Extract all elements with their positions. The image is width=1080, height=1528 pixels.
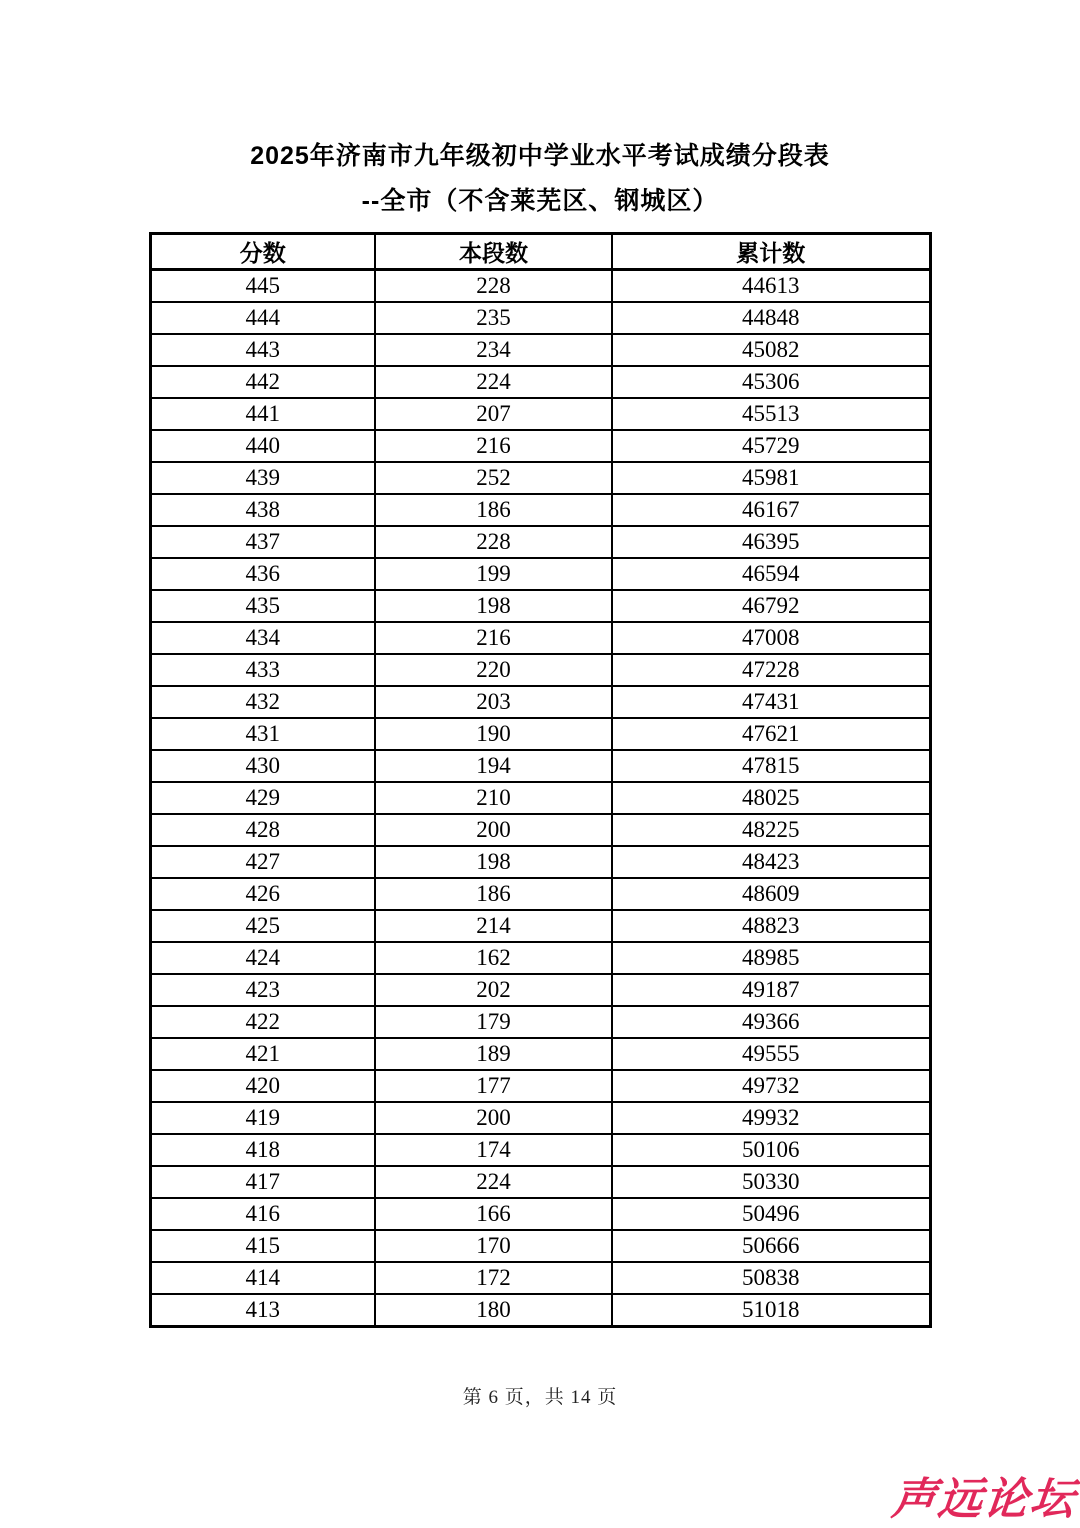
cumulative-count-cell: 48823 [612, 910, 930, 942]
segment-count-cell: 235 [375, 302, 612, 334]
score-cell: 443 [150, 334, 375, 366]
score-cell: 436 [150, 558, 375, 590]
segment-count-cell: 214 [375, 910, 612, 942]
score-cell: 423 [150, 974, 375, 1006]
cumulative-count-cell: 50106 [612, 1134, 930, 1166]
document-header [0, 0, 1080, 217]
table-row [150, 686, 930, 718]
segment-count-cell: 180 [375, 1294, 612, 1327]
segment-count-cell: 194 [375, 750, 612, 782]
table-row [150, 558, 930, 590]
score-cell: 430 [150, 750, 375, 782]
segment-count-cell: 166 [375, 1198, 612, 1230]
score-cell: 422 [150, 1006, 375, 1038]
cumulative-count-cell: 47431 [612, 686, 930, 718]
segment-count-cell: 207 [375, 398, 612, 430]
cumulative-count-cell: 48985 [612, 942, 930, 974]
score-cell: 428 [150, 814, 375, 846]
segment-count-cell: 224 [375, 1166, 612, 1198]
segment-count-cell: 172 [375, 1262, 612, 1294]
segment-count-cell: 216 [375, 622, 612, 654]
cumulative-count-cell: 49366 [612, 1006, 930, 1038]
table-row [150, 430, 930, 462]
score-cell: 420 [150, 1070, 375, 1102]
segment-count-cell: 177 [375, 1070, 612, 1102]
table-row [150, 590, 930, 622]
cumulative-count-cell: 46792 [612, 590, 930, 622]
segment-count-cell: 186 [375, 878, 612, 910]
cumulative-count-cell: 47815 [612, 750, 930, 782]
segment-count-cell: 200 [375, 814, 612, 846]
table-row [150, 814, 930, 846]
column-header-cumulative-count: 累计数 [612, 234, 930, 270]
cumulative-count-cell: 47008 [612, 622, 930, 654]
table-row [150, 974, 930, 1006]
score-cell: 421 [150, 1038, 375, 1070]
cumulative-count-cell: 48423 [612, 846, 930, 878]
score-cell: 429 [150, 782, 375, 814]
score-cell: 413 [150, 1294, 375, 1327]
cumulative-count-cell: 45981 [612, 462, 930, 494]
score-cell: 431 [150, 718, 375, 750]
score-cell: 426 [150, 878, 375, 910]
cumulative-count-cell: 50496 [612, 1198, 930, 1230]
segment-count-cell: 228 [375, 270, 612, 303]
cumulative-count-cell: 45513 [612, 398, 930, 430]
segment-count-cell: 179 [375, 1006, 612, 1038]
table-row [150, 334, 930, 366]
score-cell: 418 [150, 1134, 375, 1166]
table-row [150, 750, 930, 782]
column-header-score: 分数 [150, 234, 375, 270]
table-row [150, 398, 930, 430]
segment-count-cell: 224 [375, 366, 612, 398]
segment-count-cell: 190 [375, 718, 612, 750]
score-distribution-table [149, 232, 932, 1328]
cumulative-count-cell: 48609 [612, 878, 930, 910]
table-row [150, 1166, 930, 1198]
table-row [150, 1230, 930, 1262]
table-row [150, 1102, 930, 1134]
segment-count-cell: 189 [375, 1038, 612, 1070]
forum-watermark-logo: 声远论坛 [889, 1475, 1079, 1524]
segment-count-cell: 252 [375, 462, 612, 494]
cumulative-count-cell: 50330 [612, 1166, 930, 1198]
cumulative-count-cell: 49932 [612, 1102, 930, 1134]
segment-count-cell: 202 [375, 974, 612, 1006]
score-cell: 439 [150, 462, 375, 494]
score-cell: 424 [150, 942, 375, 974]
table-row [150, 494, 930, 526]
cumulative-count-cell: 44848 [612, 302, 930, 334]
cumulative-count-cell: 46594 [612, 558, 930, 590]
cumulative-count-cell: 46395 [612, 526, 930, 558]
table-row [150, 302, 930, 334]
table-row [150, 462, 930, 494]
table-body [150, 270, 930, 1327]
score-cell: 416 [150, 1198, 375, 1230]
segment-count-cell: 186 [375, 494, 612, 526]
cumulative-count-cell: 49732 [612, 1070, 930, 1102]
table-row [150, 526, 930, 558]
score-cell: 437 [150, 526, 375, 558]
score-cell: 440 [150, 430, 375, 462]
cumulative-count-cell: 48225 [612, 814, 930, 846]
table-row [150, 782, 930, 814]
table-row [150, 1070, 930, 1102]
table-row [150, 622, 930, 654]
table-row [150, 910, 930, 942]
cumulative-count-cell: 45729 [612, 430, 930, 462]
table-row [150, 270, 930, 303]
score-cell: 419 [150, 1102, 375, 1134]
score-cell: 417 [150, 1166, 375, 1198]
segment-count-cell: 228 [375, 526, 612, 558]
cumulative-count-cell: 47228 [612, 654, 930, 686]
table-row [150, 1294, 930, 1327]
table-row [150, 654, 930, 686]
score-cell: 444 [150, 302, 375, 334]
score-cell: 427 [150, 846, 375, 878]
score-cell: 433 [150, 654, 375, 686]
cumulative-count-cell: 49187 [612, 974, 930, 1006]
table-row [150, 366, 930, 398]
segment-count-cell: 234 [375, 334, 612, 366]
score-cell: 415 [150, 1230, 375, 1262]
cumulative-count-cell: 45082 [612, 334, 930, 366]
page-subtitle: --全市（不含莱芜区、钢城区） [361, 187, 719, 215]
table-row [150, 1006, 930, 1038]
cumulative-count-cell: 50838 [612, 1262, 930, 1294]
segment-count-cell: 220 [375, 654, 612, 686]
score-cell: 432 [150, 686, 375, 718]
segment-count-cell: 210 [375, 782, 612, 814]
segment-count-cell: 170 [375, 1230, 612, 1262]
table-row [150, 1038, 930, 1070]
cumulative-count-cell: 51018 [612, 1294, 930, 1327]
cumulative-count-cell: 44613 [612, 270, 930, 303]
table-row [150, 846, 930, 878]
table-row [150, 1262, 930, 1294]
score-cell: 434 [150, 622, 375, 654]
segment-count-cell: 198 [375, 590, 612, 622]
segment-count-cell: 200 [375, 1102, 612, 1134]
table-row [150, 1198, 930, 1230]
segment-count-cell: 198 [375, 846, 612, 878]
segment-count-cell: 162 [375, 942, 612, 974]
segment-count-cell: 203 [375, 686, 612, 718]
table-header-row [150, 234, 930, 270]
segment-count-cell: 216 [375, 430, 612, 462]
cumulative-count-cell: 45306 [612, 366, 930, 398]
score-cell: 425 [150, 910, 375, 942]
score-cell: 414 [150, 1262, 375, 1294]
cumulative-count-cell: 46167 [612, 494, 930, 526]
cumulative-count-cell: 50666 [612, 1230, 930, 1262]
cumulative-count-cell: 49555 [612, 1038, 930, 1070]
score-cell: 442 [150, 366, 375, 398]
score-cell: 441 [150, 398, 375, 430]
score-cell: 438 [150, 494, 375, 526]
table-row [150, 1134, 930, 1166]
column-header-segment-count: 本段数 [375, 234, 612, 270]
cumulative-count-cell: 48025 [612, 782, 930, 814]
table-row [150, 878, 930, 910]
table-row [150, 942, 930, 974]
score-cell: 445 [150, 270, 375, 303]
page-number: 第 6 页，共 14 页 [462, 1387, 618, 1408]
cumulative-count-cell: 47621 [612, 718, 930, 750]
page-title: 2025年济南市九年级初中学业水平考试成绩分段表 [250, 142, 830, 170]
segment-count-cell: 199 [375, 558, 612, 590]
table-row [150, 718, 930, 750]
score-cell: 435 [150, 590, 375, 622]
segment-count-cell: 174 [375, 1134, 612, 1166]
